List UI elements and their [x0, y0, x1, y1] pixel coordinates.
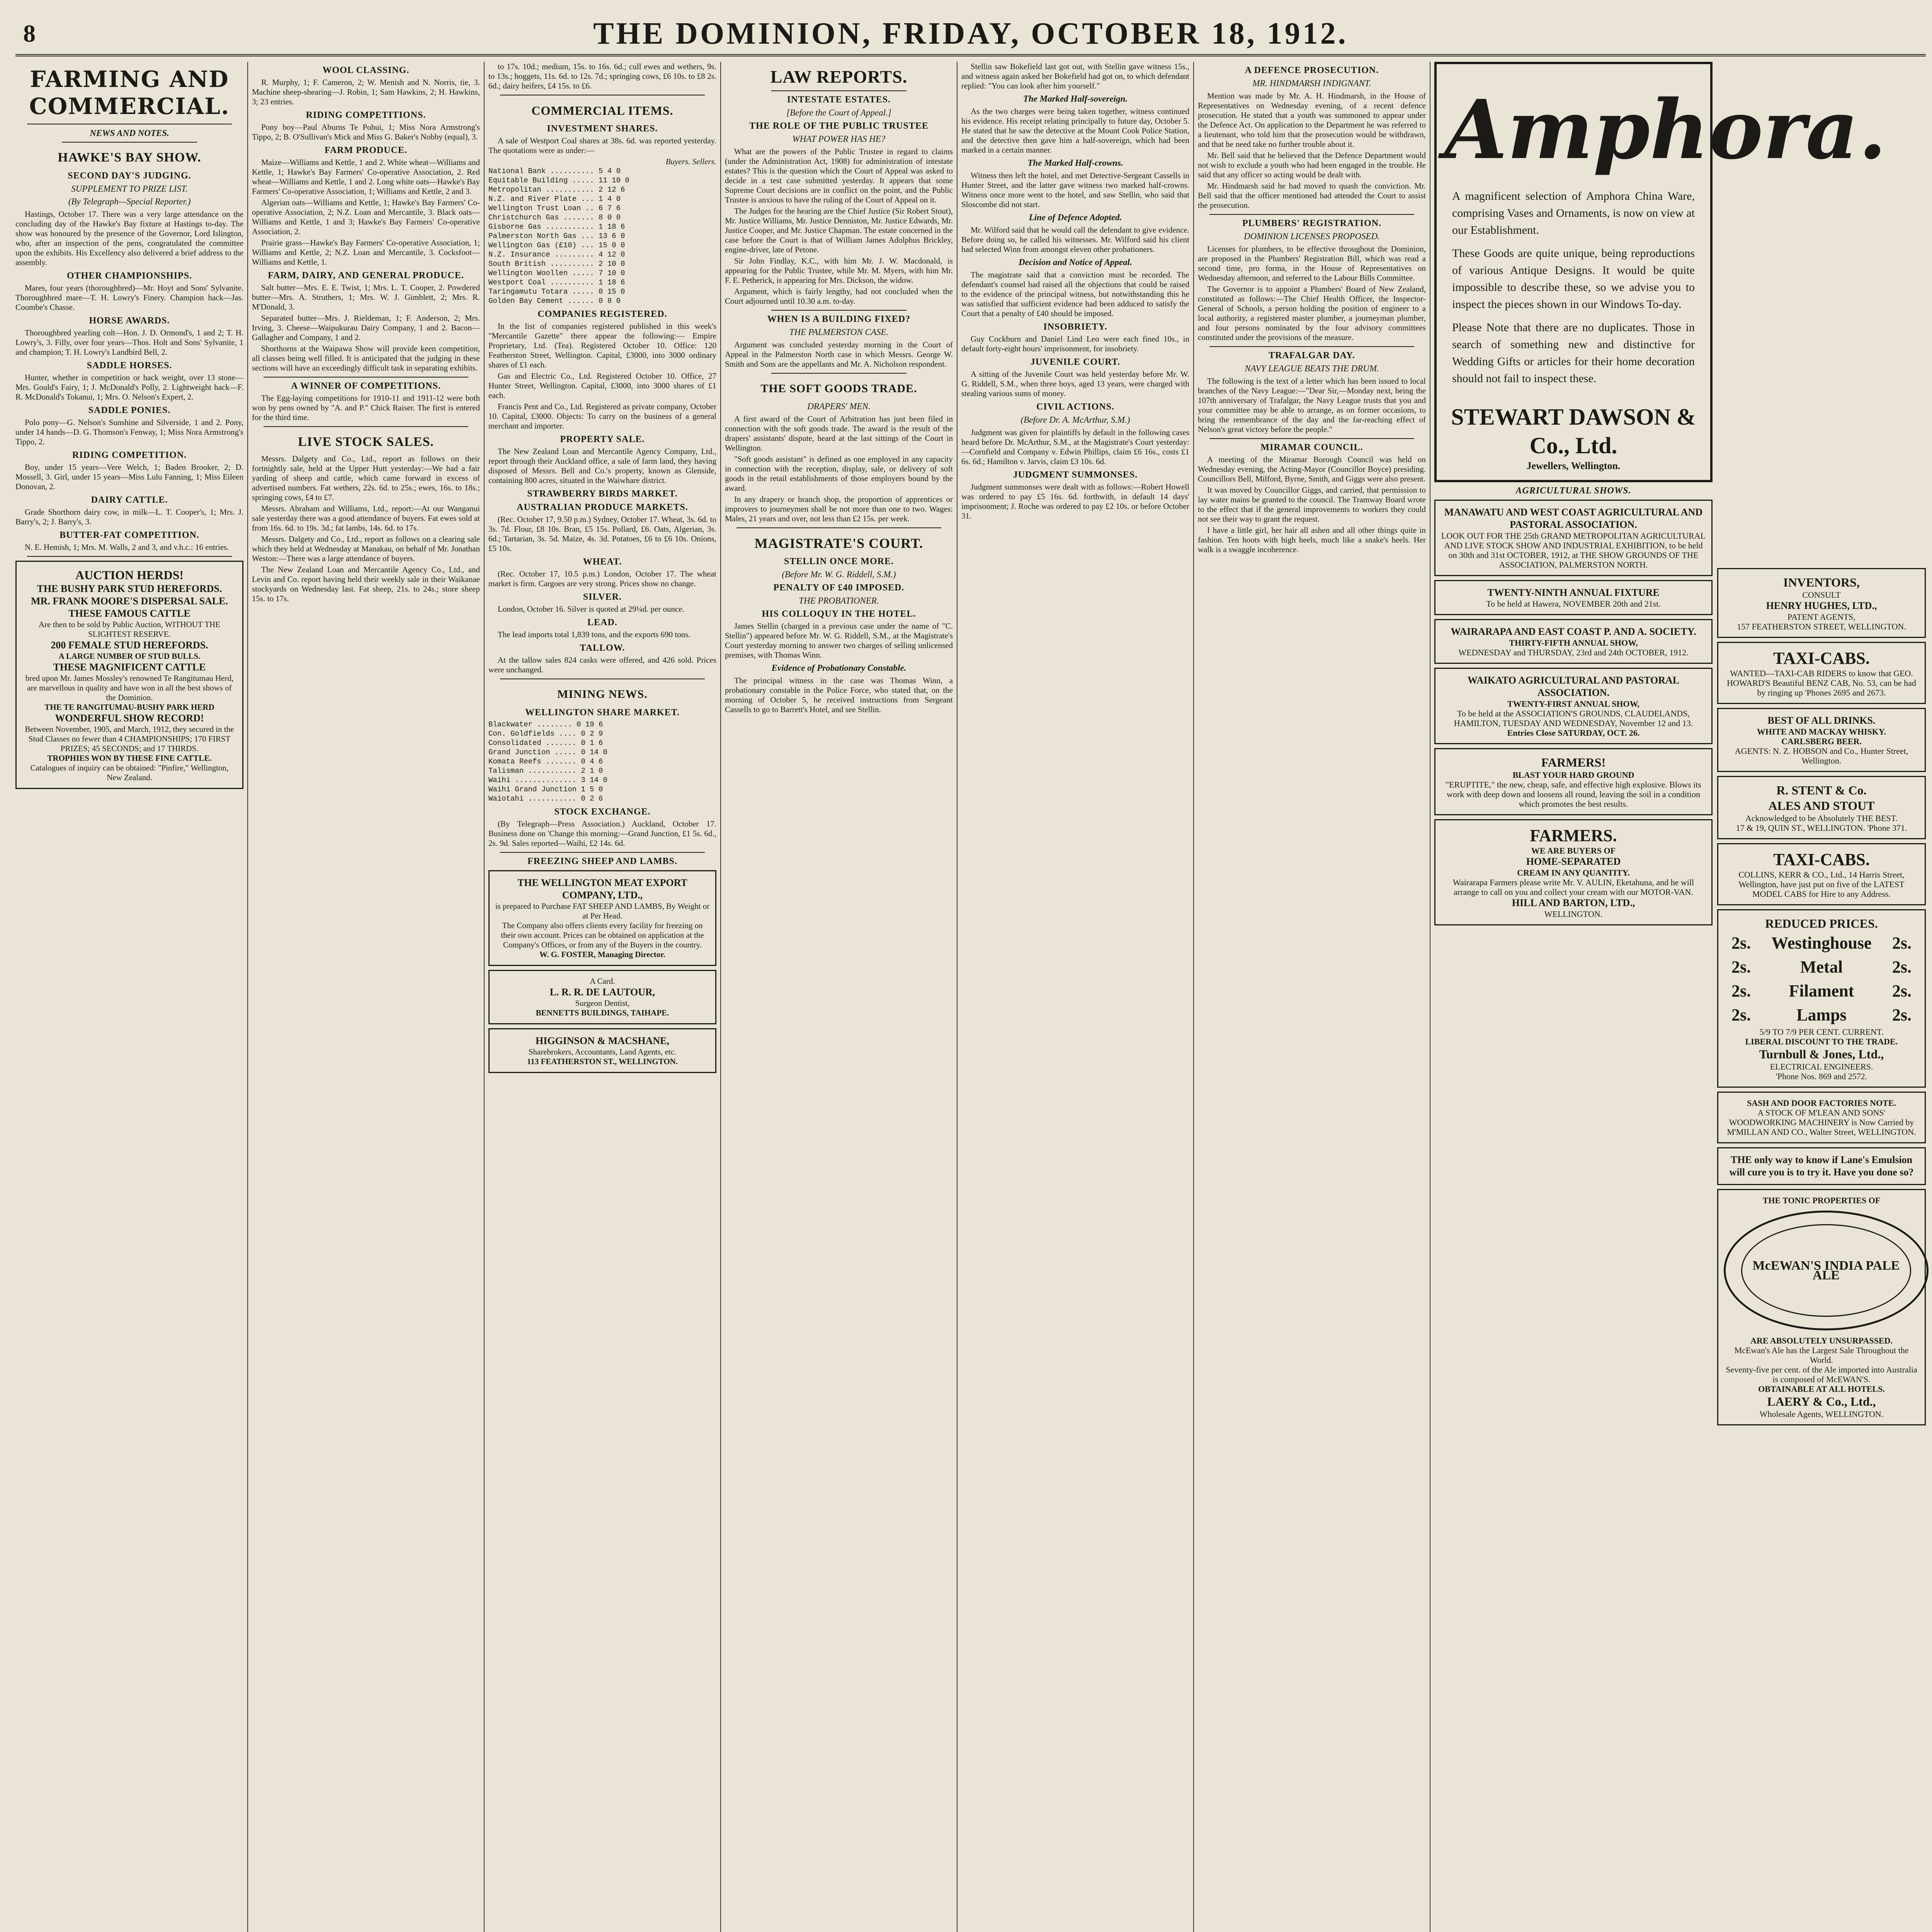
column-small-ads [1717, 62, 1926, 1932]
subheading-what-power: WHAT POWER HAS HE? [792, 134, 886, 144]
ad-heading: THE TONIC PROPERTIES OF [1762, 1196, 1881, 1205]
mines-table [488, 720, 716, 803]
heading-commercial-items: COMMERCIAL ITEMS. [531, 104, 673, 117]
paragraph: Thoroughbred yearling colt—Hon. J. D. Ormond's, 1 and 2; T. H. Lowry's, 3. Filly, over four years—Thos. Holt and Sons' Sylvanite, 1 and champion; T. H. Lowry's Landbird Bell, 2. [15, 328, 243, 357]
ad-text: Are then to be sold by Public Auction, WITHOUT THE SLIGHTEST RESERVE. [38, 620, 221, 639]
paragraph: Messrs. Dalgety and Co., Ltd., report as follows on their fortnightly sale, held at the Upper Hutt yesterday:—We had a fair yarding of sheep and cattle, which came forward in excess of advertised numbers. Fat wethers, 22s. 6d. to 25s.; ewes, 16s. to 18s.; springing cows, £4 to £7. [252, 454, 480, 502]
heading-mining-news: MINING NEWS. [557, 688, 648, 701]
paragraph: Messrs. Dalgety and Co., Ltd., report as follows on a clearing sale which they held at Wednesday at Manakau, on behalf of Mr. Jonathan Weston:—There was a large attendance of buyers. [252, 534, 480, 563]
paragraph: Francis Pent and Co., Ltd. Registered as private company, October 10. Capital, £3000. Objects: To carry on the business of a general merchant and importer. [488, 402, 716, 430]
paragraph: In the list of companies registered published in this week's "Mercantile Gazette" there appear the following:— Empire Proprietary, Ltd. (Tea). Registered October 10. Office: 120 Featherston Street, Wellington. Capital, £3000, into 3000 ordinary shares of £1 each. [488, 321, 716, 369]
ad-text: 5/9 TO 7/9 PER CENT. CURRENT. [1759, 1027, 1884, 1037]
ad-text: "ERUPTITE," the new, cheap, safe, and effective high explosive. Blows its work with deep down and loosens all round, leaving the soil in a condition which promotes the best results. [1446, 780, 1701, 809]
ad-stent [1717, 776, 1926, 839]
paragraph: Sir John Findlay, K.C., with him Mr. J. W. Macdonald, is appearing for the Public Trustee, while Mr. M. Myers, with him Mr. F. E. Petherick, is appearing for Mrs. Dickson, the widow. [725, 256, 953, 285]
column-court-continued [961, 62, 1189, 1932]
subheading-winner: A WINNER OF COMPETITIONS. [291, 381, 441, 391]
paragraph: "Soft goods assistant" is defined as one employed in any capacity in connection with the reception, display, sale, or delivery of soft goods in the retail establishments of those employers bound by the award. [725, 454, 953, 493]
paragraph: A meeting of the Miramar Borough Council was held on Wednesday evening, the Acting-Mayor (Councillor Boyce) presiding. Councillors Bell, Milford, Byrne, Smith, and Giggs were also present. [1198, 455, 1426, 483]
ad-text: A STOCK OF M'LEAN AND SONS' WOODWORKING MACHINERY is Now Carried by M'MILLAN AND CO., Walter Street, WELLINGTON. [1727, 1108, 1916, 1137]
mine-quote-row: Talisman ........... 2 1 0 [488, 767, 603, 775]
subheading-riding-competition: RIDING COMPETITION. [72, 450, 187, 460]
lamp-name: Lamps [1796, 1005, 1847, 1024]
mine-quote-row: Grand Junction ..... 0 14 0 [488, 748, 607, 757]
ad-heading: AUCTION HERDS! [75, 568, 184, 582]
paragraph: Messrs. Abraham and Williams, Ltd., report:—At our Wanganui sale yesterday there was a good attendance of buyers. Fat ewes sold at from 16s. 6d. to 19s. 3d.; fat lambs, 14s. 6d. to 17s. [252, 504, 480, 532]
ad-text: LOOK OUT FOR THE 25th GRAND METROPOLITAN AGRICULTURAL AND LIVE STOCK SHOW AND INDUSTRIAL EXHIBITION, to be held on 30th and 31st OCTOBER, 1912, at THE SHOW GROUNDS OF THE ASSOCIATION, PALMERSTON NORTH. [1441, 531, 1706, 570]
shares-column-header: Buyers. Sellers. [665, 157, 716, 166]
ad-company: HENRY HUGHES, LTD., [1766, 600, 1877, 611]
ad-name: L. R. R. DE LAUTOUR, [549, 986, 655, 998]
paragraph: Separated butter—Mrs. J. Rieldeman, 1; F. Anderson, 2; Mrs. Irving, 3. Cheese—Waipukurau Dairy Company, 1 and 2. Bacon—Gallagher and Company, 1 and 2. [252, 313, 480, 342]
subheading-wellington-share-market: WELLINGTON SHARE MARKET. [525, 707, 680, 718]
ad-text: WHITE AND MACKAY WHISKY. [1757, 727, 1886, 736]
lamp-price2: 2s. [1892, 957, 1912, 976]
paragraph: A first award of the Court of Arbitration has just been filed in connection with the soft goods trade. The award is the result of the drapers' assistants' dispute, heard at the last sittings of the Court in Wellington. [725, 414, 953, 452]
subheading-navy-league: NAVY LEAGUE BEATS THE DRUM. [1245, 364, 1379, 373]
paragraph: The principal witness in the case was Thomas Winn, a probationary constable in the Police Force, who stated that, on the morning of October 5, he received instructions from Sergeant Cassells to go to Barrett's Hotel, and see Stellin. [725, 676, 953, 714]
paragraph: At the tallow sales 824 casks were offered, and 426 sold. Prices were unchanged. [488, 655, 716, 674]
masthead [15, 12, 1926, 56]
paragraph: (By Telegraph—Press Association.) Auckland, October 17. Business done on 'Change this morning:—Grand Junction, £1 5s. 6d., 2s. 9d. Sales reported—Waihi, £2 14s. 6d. [488, 819, 716, 848]
ad-heading: MANAWATU AND WEST COAST AGRICULTURAL AND PASTORAL ASSOCIATION. [1444, 507, 1703, 530]
lamp-price-row [1724, 979, 1919, 1003]
ad-inventors [1717, 568, 1926, 638]
ad-address: 157 FEATHERSTON STREET, WELLINGTON. [1737, 622, 1906, 631]
subheading-marked-half-crowns: The Marked Half-crowns. [1027, 158, 1123, 168]
ad-name: HIGGINSON & MACSHANE, [536, 1035, 669, 1046]
subheading-palmerston: THE PALMERSTON CASE. [789, 327, 889, 337]
share-quote-row: Golden Bay Cement ...... 0 8 0 [488, 297, 621, 305]
ad-manawatu [1434, 500, 1713, 576]
subheading-defence-prosecution: A DEFENCE PROSECUTION. [1245, 65, 1379, 75]
column-commercial-items [488, 62, 716, 1932]
heading-agricultural-shows: AGRICULTURAL SHOWS. [1515, 486, 1631, 496]
subheading-stellin: STELLIN ONCE MORE. [784, 556, 894, 566]
ad-heading: WAIRARAPA AND EAST COAST P. AND A. SOCIETY. [1451, 626, 1696, 637]
share-quote-row: Wellington Woollen ..... 7 10 0 [488, 269, 625, 277]
paragraph: Licenses for plumbers, to be effective throughout the Dominion, are proposed in the Plumbers' Registration Bill, which was read a second time, pro forma, in the House of Representatives on Wednesday afternoon, and referred to the Labour Bills Committee. [1198, 244, 1426, 282]
lamp-price2: 2s. [1892, 981, 1912, 1000]
ad-wairarapa-show [1434, 619, 1713, 664]
ad-text: The Company also offers clients every facility for freezing on their own account. Prices can be obtained on application at the Company's Offices, or from any of the Buyers in the country. [501, 921, 704, 949]
subheading-lead: LEAD. [587, 617, 617, 628]
subheading-companies-registered: COMPANIES REGISTERED. [537, 309, 667, 319]
subheading-marked-half-sovereign: The Marked Half-sovereign. [1023, 94, 1128, 104]
paragraph: The magistrate said that a conviction must be recorded. The defendant's counsel had raised all the objections that could be raised to the evidence of the principal witness, but notwithstanding this he was satisfied that sufficient evidence had been adduced to satisfy the Court that a penalty of £40 should be imposed. [961, 270, 1189, 318]
ad-card: A Card. [590, 976, 615, 986]
subheading-riding-competitions: RIDING COMPETITIONS. [306, 110, 426, 120]
court-credit: (Before Mr. W. G. Riddell, S.M.) [782, 570, 896, 579]
paragraph: Mr. Bell said that he believed that the Defence Department would not wish to exclude a youth who had been engaged in the trouble. He said that any officer so acting would be dealt with. [1198, 151, 1426, 179]
ad-subheading: THE BUSHY PARK STUD HEREFORDS. [37, 583, 222, 594]
paragraph: Salt butter—Mrs. E. E. Twist, 1; Mrs. L. T. Cooper, 2. Powdered butter—Mrs. A. Struthers, 1; Mrs. W. J. Gimblett, 2; Mrs. R. M'Donald, 3. [252, 283, 480, 311]
lamp-name: Filament [1789, 981, 1854, 1000]
ad-text: CARLSBERG BEER. [1781, 736, 1862, 746]
ad-taxi-collins [1717, 843, 1926, 905]
ad-title: Surgeon Dentist, [575, 998, 630, 1008]
ad-text: Between November, 1905, and March, 1912, they secured in the Stud Classes no fewer than 4 CHAMPIONSHIPS; 170 FIRST PRIZES; 45 SECONDS; and 17 THIRDS. [25, 724, 234, 753]
paragraph: Argument, which is fairly lengthy, had not concluded when the Court adjourned until 10.30 a.m. to-day. [725, 287, 953, 306]
ad-catalogues: Catalogues of inquiry can be obtained: "Pinfire," Wellington, New Zealand. [30, 763, 229, 782]
share-quote-row: National Bank .......... 5 4 0 [488, 167, 621, 175]
subheading-saddle-ponies: SADDLE PONIES. [88, 405, 171, 415]
ad-lanes-emulsion [1717, 1147, 1926, 1185]
subheading-freezing: FREEZING SHEEP AND LAMBS. [527, 856, 677, 866]
subheading-strawberry: STRAWBERRY BIRDS MARKET. [527, 489, 678, 499]
paragraph: A sale of Westport Coal shares at 38s. 6d. was reported yesterday. The quotations were as under:— [488, 136, 716, 155]
ad-heading: R. STENT & Co. [1776, 783, 1867, 797]
lamp-price-row [1724, 1003, 1919, 1027]
ad-herd: THE TE RANGITUMAU-BUSHY PARK HERD [44, 702, 214, 712]
paragraph: Pony boy—Paul Aburns Te Pohui, 1; Miss Nora Armstrong's Tippo, 2; B. O'Sullivan's Mick and Miss G. Baker's Nobby (equal), 3. [252, 122, 480, 141]
column-wool-produce [252, 62, 480, 1932]
subheading-silver: SILVER. [583, 592, 622, 602]
column-defence-plumbers [1198, 62, 1426, 1932]
ad-200-female: 200 FEMALE STUD HEREFORDS. [51, 639, 208, 651]
subheading-colloquy: HIS COLLOQUY IN THE HOTEL. [762, 609, 916, 619]
ad-subheading: WE ARE BUYERS OF [1531, 846, 1616, 855]
ad-heading: SASH AND DOOR FACTORIES NOTE. [1747, 1098, 1896, 1108]
ad-text: Wairarapa Farmers please write Mr. V. AULIN, Eketahuna, and he will arrange to call on you and collect your cream with our MOTOR-VAN. [1452, 878, 1694, 897]
subheading-public-trustee: THE ROLE OF THE PUBLIC TRUSTEE [749, 121, 929, 131]
ad-lamps [1717, 909, 1926, 1088]
share-quote-row: N.Z. Insurance ......... 4 12 0 [488, 250, 625, 259]
ad-text: LIBERAL DISCOUNT TO THE TRADE. [1745, 1037, 1898, 1046]
subheading-miramar-council: MIRAMAR COUNCIL. [1260, 442, 1363, 452]
telegraph-credit: (By Telegraph—Special Reporter.) [68, 197, 191, 206]
mcewans-oval-logo [1724, 1211, 1929, 1330]
share-quote-row: Metropolitan ........... 2 12 6 [488, 185, 625, 194]
ad-signature: W. G. FOSTER, Managing Director. [539, 950, 665, 959]
ad-text: AGENTS: N. Z. HOBSON and Co., Hunter Street, Wellington. [1735, 746, 1908, 765]
mine-quote-row: Con. Goldfields .... 0 2 9 [488, 730, 603, 738]
paragraph: Shorthorns at the Waipawa Show will provide keen competition, all classes being well filled. It is anticipated that the judging in these sections will have an exceedingly difficult task in separating exhibits. [252, 344, 480, 372]
subheading-second-day: SECOND DAY'S JUDGING. [68, 171, 191, 181]
ad-entries-close: Entries Close SATURDAY, OCT. 26. [1507, 728, 1640, 738]
ad-stud-bulls: A LARGE NUMBER OF STUD BULLS. [58, 651, 201, 661]
lamp-price2: 2s. [1892, 934, 1912, 952]
paragraph: The lead imports total 1,839 tons, and the exports 690 tons. [498, 630, 690, 639]
paragraph: The New Zealand Loan and Mercantile Agency Co., Ltd., and Levin and Co. report having held their weekly sale in their Waikanae stockyards on Wednesday last. Fat sheep, 21s. to 24s.; store sheep 15s. to 17s. [252, 565, 480, 603]
subheading-dominion-licenses: DOMINION LICENSES PROPOSED. [1244, 231, 1380, 241]
subheading-farm-dairy: FARM, DAIRY, AND GENERAL PRODUCE. [268, 270, 464, 281]
heading-hawkes-bay-show: HAWKE'S BAY SHOW. [58, 150, 201, 165]
subheading-butterfat: BUTTER-FAT COMPETITION. [60, 530, 199, 540]
paragraph: What are the powers of the Public Trustee in regard to claims (under the Administration Act, 1908) for administration of intestate estates? This is the question which the Court of Appeal was asked to decide in a test case submitted yesterday. It appears that some Supreme Court decisions are in conflict on the point, and the Public Trustee is anxious to have the ruling of the Court of Appeal on it. [725, 147, 953, 204]
ad-text: THE only way to know if Lane's Emulsion will cure you is to try it. Have you done so? [1729, 1154, 1914, 1178]
ad-company: LAERY & Co., Ltd., [1767, 1395, 1876, 1408]
share-quote-row: Taringamutu Totara ..... 0 15 0 [488, 287, 625, 296]
heading-magistrates-court: MAGISTRATE'S COURT. [754, 536, 923, 551]
ad-text: is prepared to Purchase FAT SHEEP AND LAMBS, By Weight or at Per Head. [495, 901, 710, 920]
paragraph: A sitting of the Juvenile Court was held yesterday before Mr. W. G. Riddell, S.M., when three boys, aged 13 years, were charged with stealing various sums of money. [961, 369, 1189, 398]
subheading-investment-shares: INVESTMENT SHARES. [547, 124, 658, 134]
ad-best-drinks [1717, 708, 1926, 772]
paragraph: Hastings, October 17. There was a very large attendance on the concluding day of the Hawke's Bay fixture at Hastings to-day. The show was honoured by the presence of the Governor, Lord Islington, who, after an inspection of the pens, congratulated the committee upon the exhibits. His Excellency also delivered a brief address to the assembly. [15, 209, 243, 267]
paragraph: It was moved by Councillor Giggs, and carried, that permission to lay water mains be granted to the council. The Tramway Board wrote to the effect that if the general improvements to workers they could not see their way to grant the request. [1198, 485, 1426, 524]
subheading-juvenile-court: JUVENILE COURT. [1030, 357, 1121, 367]
subheading-civil-actions: CIVIL ACTIONS. [1036, 402, 1115, 412]
ad-text: PATENT AGENTS, [1787, 612, 1856, 622]
paragraph: London, October 16. Silver is quoted at 29¼d. per ounce. [498, 604, 684, 614]
paragraph: The following is the text of a letter which has been issued to local branches of the Navy League:—"Dear Sir,—Monday next, being the 107th anniversary of Trafalgar, the Navy League trusts that you and your committee may be able to arrange, as on former occasions, to bring the remembrance of the day and the far-reaching effect of Nelson's great victory before the people." [1198, 376, 1426, 434]
ad-text: McEwan's Ale has the Largest Sale Throughout the World. [1734, 1345, 1909, 1365]
share-quote-row: Christchurch Gas ....... 8 0 0 [488, 213, 621, 222]
subheading-drapers: DRAPERS' MEN. [807, 401, 871, 411]
ad-amphora [1434, 62, 1887, 482]
ad-text: CONSULT [1802, 590, 1841, 600]
share-quote-row: Palmerston North Gas ... 13 6 0 [488, 232, 625, 240]
lamp-name: Metal [1800, 957, 1843, 976]
paragraph: Judgment summonses were dealt with as follows:—Robert Howell was ordered to pay £5 16s. 6d. forthwith, in default 14 days' imprisonment; J. Roche was ordered to pay £2 10s. or before October 31. [961, 482, 1189, 520]
paragraph: The New Zealand Loan and Mercantile Agency Company, Ltd., report through their Auckland office, a sale of farm land, they having disposed of Messrs. Bell and Co.'s property, known as Glenside, containing 800 acres, situated in the Waiwhare district. [488, 447, 716, 485]
ad-text: To be held at the ASSOCIATION'S GROUNDS, CLAUDELANDS, HAMILTON, TUESDAY AND WEDNESDAY, November 12 and 13. [1454, 709, 1693, 728]
shares-table [488, 167, 716, 306]
paragraph: R. Murphy, 1; F. Cameron, 2; W. Menish and N. Norris, tie, 3. Machine sheep-shearing—J. Robin, 1; Sam Hawkins, 2; H. Hawkins, 3; 23 entries. [252, 78, 480, 106]
paragraph: (Rec. October 17, 9.50 p.m.) Sydney, October 17. Wheat, 3s. 6d. to 3s. 7d. Flour, £8 10s. Bran, £5 15s. Pollard, £6. Oats, Algerian, 3s. 6d.; Tartarian, 3s. 5d. Maize, 4s. 3d. Potatoes, £6 to £6 10s. Onions, £5 10s. [488, 515, 716, 553]
ad-text: To be held at Hawera, NOVEMBER 20th and 21st. [1486, 599, 1661, 609]
paragraph: Witness then left the hotel, and met Detective-Sergeant Cassells in Hunter Street, and the latter gave witness two marked half-crowns. Witness once more went to the hotel, and saw Stellin, who said that Sloscombe did not start. [961, 171, 1189, 209]
ad-wellington-meat-export [488, 870, 716, 966]
ad-cream-buyers [1434, 819, 1713, 925]
amphora-logo-word: Amphora. [1444, 82, 1887, 177]
page-number: 8 [23, 20, 36, 47]
subheading-penalty: PENALTY OF £40 IMPOSED. [773, 583, 905, 593]
court-credit: [Before the Court of Appeal.] [786, 108, 891, 117]
subheading-line-of-defence: Line of Defence Adopted. [1029, 213, 1122, 222]
ad-heading: WAIKATO AGRICULTURAL AND PASTORAL ASSOCIATION. [1467, 675, 1680, 698]
ad-mcewans [1717, 1189, 1926, 1425]
paragraph: The Judges for the hearing are the Chief Justice (Sir Robert Stout), Mr. Justice Williams, Mr. Justice Denniston, Mr. Justice Edwards, Mr. Justice Cooper, and Mr. Justice Chapman. The estate concerned in the case before the Court is that of William James Adolphus Brickley, engine-driver, late of Petone. [725, 206, 953, 254]
subheading-tallow: TALLOW. [580, 643, 625, 653]
ad-show-record: WONDERFUL SHOW RECORD! [55, 713, 204, 724]
lamp-price-row [1724, 931, 1919, 955]
paragraph: to 17s. 10d.; medium, 15s. to 16s. 6d.; cull ewes and wethers, 9s. to 13s.; hoggets, 11s. 6d. to 12s. 7d.; springing cows, £6 10s. to £8 2s. 6d.; dairy heifers, £4 15s. to £6. [488, 62, 716, 90]
paragraph: Judgment was given for plaintiffs by default in the following cases heard before Dr. McArthur, S.M., at the Magistrate's Court yesterday:—Cornfield and Company v. Edwin Phillips, claim £6 16s., costs £1 6s. 6d.; Hamilton v. Jarvis, claim £3 10s. 6d. [961, 428, 1189, 466]
share-quote-row: Wellington Gas (£10) ... 15 0 0 [488, 241, 625, 250]
subheading-farm-produce: FARM PRODUCE. [325, 145, 407, 155]
lamp-price: 2s. [1731, 981, 1751, 1000]
paragraph: Mr. Wilford said that he would call the defendant to give evidence. Before doing so, he called his witnesses. Mr. Wilford said his client had selected Winn from amongst eleven other probationers. [961, 225, 1189, 254]
subheading-judgment-summonses: JUDGMENT SUMMONSES. [1013, 470, 1138, 480]
ad-heading: FARMERS. [1530, 826, 1617, 845]
paragraph: Prairie grass—Hawke's Bay Farmers' Co-operative Association, 1; Williams and Kettle, 2; N.Z. Loan and Mercantile, 3. Cocksfoot—Williams and Kettle, 1. [252, 238, 480, 267]
ad-waikato-show [1434, 668, 1713, 744]
ad-trophies: TROPHIES WON BY THESE FINE CATTLE. [47, 753, 212, 763]
subheading-stock-exchange: STOCK EXCHANGE. [554, 807, 651, 817]
ad-heading: FARMERS! [1541, 755, 1606, 769]
paragraph: Gas and Electric Co., Ltd. Registered October 10. Office, 27 Hunter Street, Wellington. Capital, £3000, into 3000 shares of £1 each. [488, 371, 716, 400]
subheading-wool-classing: WOOL CLASSING. [322, 65, 410, 75]
mine-quote-row: Komata Reefs ....... 0 4 6 [488, 757, 603, 766]
subheading-other-championships: OTHER CHAMPIONSHIPS. [66, 271, 192, 281]
ad-heading: REDUCED PRICES. [1765, 917, 1878, 930]
subheading-australian-produce: AUSTRALIAN PRODUCE MARKETS. [517, 502, 688, 512]
ad-text: Seventy-five per cent. of the Ale imported into Australia is composed of McEWAN'S. [1726, 1365, 1917, 1384]
subheading-evidence: Evidence of Probationary Constable. [771, 663, 906, 673]
mine-quote-row: Waiotahi ........... 0 2 6 [488, 794, 603, 803]
paragraph: Hunter, whether in competition or hack weight, over 13 stone—Mrs. Gould's Fairy, 1; J. McDonald's Polly, 2. Lightweight hack—F. R. McDonald's Tokanui, 1; Mrs. O. Nelson's Expert, 2. [15, 373, 243, 401]
share-quote-row: Wellington Trust Loan .. 6 7 6 [488, 204, 621, 213]
ad-famous: THESE FAMOUS CATTLE [68, 608, 190, 619]
paragraph: Mares, four years (thoroughbred)—Mr. Hoyt and Sons' Sylvanite. Thoroughbred mare—T. H. Lowry's Finery. Champion hack—Jas. Coombe's Chasse. [15, 283, 243, 312]
ad-heading: TWENTY-NINTH ANNUAL FIXTURE [1487, 587, 1660, 598]
ad-text: ELECTRICAL ENGINEERS. [1770, 1062, 1873, 1071]
subheading-trafalgar-day: TRAFALGAR DAY. [1269, 350, 1355, 361]
subheading-wheat: WHEAT. [583, 557, 622, 567]
ad-subheading: THIRTY-FIFTH ANNUAL SHOW, [1509, 638, 1638, 648]
ad-phone: 'Phone Nos. 869 and 2572. [1776, 1071, 1867, 1081]
heading-soft-goods: THE SOFT GOODS TRADE. [760, 382, 917, 395]
ad-subheading: ALES AND STOUT [1768, 799, 1875, 813]
subheading-building-fixed: WHEN IS A BUILDING FIXED? [767, 314, 911, 324]
ad-heading: TAXI-CABS. [1773, 850, 1870, 869]
subheading-horse-awards: HORSE AWARDS. [89, 316, 170, 326]
ad-subheading: HOME-SEPARATED [1526, 856, 1621, 867]
paragraph: I have a little girl, her hair all ashen and all other things quite in fashion. Ten hoots with high heels, much like a snake's heels. Her walk is a swaggle incoherence. [1198, 526, 1426, 554]
ad-text: WANTED—TAXI-CAB RIDERS to know that GEO. HOWARD'S Beautiful BENZ CAB, No. 53, can be had by ringing up 'Phones 2695 and 2673. [1727, 668, 1916, 697]
lamp-price: 2s. [1731, 957, 1751, 976]
newspaper-title: THE DOMINION, FRIDAY, OCTOBER 18, 1912. [593, 17, 1348, 51]
ad-text: ARE ABSOLUTELY UNSURPASSED. [1750, 1336, 1893, 1345]
heading-law-reports: LAW REPORTS. [770, 67, 908, 87]
paragraph: Maize—Williams and Kettle, 1 and 2. White wheat—Williams and Kettle, 1; Hawke's Bay Farmers' Co-operative Association, 2. Red wheat—Williams and Kettle, 1 and 2. Long white oats—Hawke's Bay Farmers' Co-operative Association, 1; Williams and Kettle, 2 and 3. [252, 158, 480, 196]
ad-eruptite [1434, 748, 1713, 815]
subheading-insobriety: INSOBRIETY. [1043, 322, 1107, 332]
paragraph: (Rec. October 17, 10.5 p.m.) London, October 17. The wheat market is firm. Cargoes are very strong. Prices show no change. [488, 569, 716, 588]
subheading-dairy-cattle: DAIRY CATTLE. [91, 495, 168, 505]
ad-magnificent: THESE MAGNIFICENT CATTLE [53, 662, 206, 673]
ad-text: These Goods are quite unique, being reproductions of various Antique Designs. It would be quite impossible to describe these, so we advise you to inspect the pieces shown in our Windows To-day. [1452, 247, 1695, 311]
column-law-reports [725, 62, 953, 1932]
column-farming [15, 62, 243, 1932]
ad-heading: TAXI-CABS. [1773, 649, 1870, 668]
ad-taxi-howard [1717, 642, 1926, 704]
lamp-name: Westinghouse [1771, 934, 1872, 952]
lamp-price2: 2s. [1892, 1005, 1912, 1024]
newspaper-page [15, 12, 1926, 1932]
share-quote-row: Equitable Building ..... 11 10 0 [488, 176, 629, 185]
ad-heading: THE WELLINGTON MEAT EXPORT COMPANY, LTD., [517, 877, 687, 901]
share-quote-row: Gisborne Gas ........... 1 18 6 [488, 223, 625, 231]
subheading-intestate: INTESTATE ESTATES. [787, 95, 891, 105]
ad-subheading: CREAM IN ANY QUANTITY. [1517, 868, 1630, 878]
ad-text: bred upon Mr. James Mossley's renowned Te Rangitumau Herd, are marvellous in quality and have won in all the best shows of the Dominion. [25, 673, 234, 702]
paragraph: In any drapery or branch shop, the proportion of apprentices or improvers to journeymen shall be not more than one to two. Wages: Males, 21 years and over, not less than £2 15s. per week. [725, 495, 953, 523]
subheading-probationer: THE PROBATIONER. [799, 596, 879, 605]
section-news-notes: NEWS AND NOTES. [90, 128, 169, 138]
ad-dispersal: MR. FRANK MOORE'S DISPERSAL SALE. [31, 595, 228, 607]
mine-quote-row: Consolidated ....... 0 1 6 [488, 739, 603, 747]
lamp-price: 2s. [1731, 934, 1751, 952]
ad-higginson [488, 1028, 716, 1073]
paragraph: Argument was concluded yesterday morning in the Court of Appeal in the Palmerston North case in which Messrs. George W. Smith and Sons are the appellants and Mr. A. Nicholson respondent. [725, 340, 953, 369]
ad-address: 17 & 19, QUIN ST., WELLINGTON. 'Phone 371. [1736, 823, 1907, 833]
paragraph: As the two charges were being taken together, witness continued his evidence. His receipt relating principally to future day, October 5. He stated that he saw the detective at the Mount Cook Police Station, and the detective then gave him a half-sovereign, which had been marked in a certain manner. [961, 107, 1189, 155]
paragraph: Mr. Hindmarsh said he had moved to quash the conviction. Mr. Bell said that the officer mentioned had attended the Court to assist the prosecution. [1198, 181, 1426, 210]
ad-address: 113 FEATHERSTON ST., WELLINGTON. [527, 1057, 678, 1066]
paragraph: Polo pony—G. Nelson's Sunshine and Silverside, 1 and 2. Pony, under 14 hands—D. G. Thomson's Fenway, 1; Miss Nora Armstrong's Tippo, 2. [15, 418, 243, 446]
ad-text: Please Note that there are no duplicates. Those in search of something new and distinctive for Wedding Gifts or articles for their home decoration should not fail to inspect these. [1452, 321, 1695, 385]
heading-live-stock-sales: LIVE STOCK SALES. [298, 435, 434, 449]
subheading-plumbers-registration: PLUMBERS' REGISTRATION. [1242, 218, 1381, 228]
ad-location: WELLINGTON. [1544, 909, 1603, 919]
paragraph: The Governor is to appoint a Plumbers' Board of New Zealand, constituted as follows:—The Chief Health Officer, the Inspector-General of Schools, a person holding the position of engineer to a local authority, a registered master plumber, a journeyman plumber, and four persons nominated by the four advisory committees constituted under the provisions of the measure. [1198, 284, 1426, 342]
ad-jewellers: Jewellers, Wellington. [1526, 460, 1621, 471]
subheading-supplement: SUPPLEMENT TO PRIZE LIST. [71, 184, 188, 194]
subheading-property-sale: PROPERTY SALE. [560, 434, 645, 444]
ad-company: HILL AND BARTON, LTD., [1512, 897, 1635, 908]
ad-subheading: BLAST YOUR HARD GROUND [1512, 770, 1634, 780]
ad-text: OBTAINABLE AT ALL HOTELS. [1758, 1384, 1885, 1394]
paragraph: Boy, under 15 years—Vere Welch, 1; Baden Brooker, 2; D. Mossell, 3. Girl, under 15 years—Miss Lulu Fanning, 1; Miss Eileen Donovan, 2. [15, 463, 243, 491]
mcewans-logo-text: McEWAN'S INDIA PALE ALE [1741, 1224, 1911, 1317]
lamp-price: 2s. [1731, 1005, 1751, 1024]
ad-text: Sharebrokers, Accountants, Land Agents, etc. [528, 1047, 677, 1056]
banner-farming-commercial: FARMING AND COMMERCIAL. [29, 66, 230, 119]
paragraph: The Egg-laying competitions for 1910-11 and 1911-12 were both won by pens owned by "A. and P." Chick Raiser. The first is entered for the third time. [252, 393, 480, 422]
court-credit: (Before Dr. A. McArthur, S.M.) [1020, 415, 1130, 425]
ad-subheading: TWENTY-FIRST ANNUAL SHOW, [1507, 699, 1640, 709]
lamp-price-row [1724, 955, 1919, 979]
ad-twenty-ninth [1434, 580, 1713, 615]
ad-heading: BEST OF ALL DRINKS. [1767, 715, 1876, 726]
share-quote-row: Westport Coal .......... 1 18 6 [488, 278, 625, 287]
ad-text: COLLINS, KERR & CO., Ltd., 14 Harris Street, Wellington, have just put on five of the LATEST MODEL CABS for Hire to any Address. [1738, 870, 1905, 899]
mine-quote-row: Waihi .............. 3 14 0 [488, 776, 607, 784]
paragraph: Grade Shorthorn dairy cow, in milk—L. T. Cooper's, 1; Mrs. J. Barry's, 2; J. Barry's, 3. [15, 507, 243, 526]
subheading-decision: Decision and Notice of Appeal. [1019, 257, 1132, 267]
ad-text: Acknowledged to be Absolutely THE BEST. [1745, 813, 1898, 823]
ad-address: BENNETTS BUILDINGS, TAIHAPE. [536, 1008, 669, 1017]
mine-quote-row: Waihi Grand Junction 1 5 0 [488, 785, 603, 794]
paragraph: N. E. Hemish, 1; Mrs. M. Walls, 2 and 3, and v.h.c.: 16 entries. [25, 543, 229, 552]
subheading-saddle-horses: SADDLE HORSES. [87, 361, 172, 371]
ad-text: WEDNESDAY and THURSDAY, 23rd and 24th OCTOBER, 1912. [1458, 648, 1689, 657]
ad-heading: INVENTORS, [1783, 575, 1860, 589]
paragraph: James Stellin (charged in a previous case under the name of "C. Stellin") appeared before Mr. W. G. Riddell, S.M., at the Magistrate's Court yesterday morning to answer two charges of selling unlicensed premises, with Thomas Winn. [725, 621, 953, 660]
ad-text: Wholesale Agents, WELLINGTON. [1759, 1409, 1884, 1419]
paragraph: Stellin saw Bokefield last got out, with Stellin gave witness 15s., and witness again asked her Bokefield had got on, to which defendant replied: "You can look after him yourself." [961, 62, 1189, 90]
ad-bushy-park-herefords [15, 561, 243, 789]
ad-dentist-card [488, 970, 716, 1024]
share-quote-row: South British .......... 2 10 0 [488, 260, 625, 268]
lamps-price-list [1724, 931, 1919, 1027]
subheading-hindmarsh: MR. HINDMARSH INDIGNANT. [1252, 78, 1371, 88]
paragraph: Algerian oats—Williams and Kettle, 1; Hawke's Bay Farmers' Co-operative Association, 2; N.Z. Loan and Mercantile, 3. Black oats—Williams and Kettle, 1 and 3; Hawke's Bay Farmers' Co-operative Association, 2. [252, 198, 480, 236]
share-quote-row: N.Z. and River Plate ... 1 4 0 [488, 195, 621, 203]
paragraph: Mention was made by Mr. A. H. Hindmarsh, in the House of Representatives on Wednesday evening, of a recent defence prosecution. He stated that a youth was summoned to appear under the Defence Act. On application to the Department he was referred to a lieutenant, who told him that the prosecution would be withdrawn, and that he need take no further trouble about it. [1198, 91, 1426, 149]
paragraph: Guy Cockburn and Daniel Lind Leo were each fined 10s., in default forty-eight hours' imprisonment, for insobriety. [961, 334, 1189, 353]
ad-sash-door [1717, 1092, 1926, 1143]
ad-company: Turnbull & Jones, Ltd., [1759, 1047, 1884, 1061]
ad-stewart-dawson: STEWART DAWSON & Co., Ltd. [1451, 404, 1696, 458]
ad-text: A magnificent selection of Amphora China Ware, comprising Vases and Ornaments, is now on view at our Establishment. [1452, 190, 1695, 236]
mine-quote-row: Blackwater ........ 0 19 6 [488, 720, 603, 729]
